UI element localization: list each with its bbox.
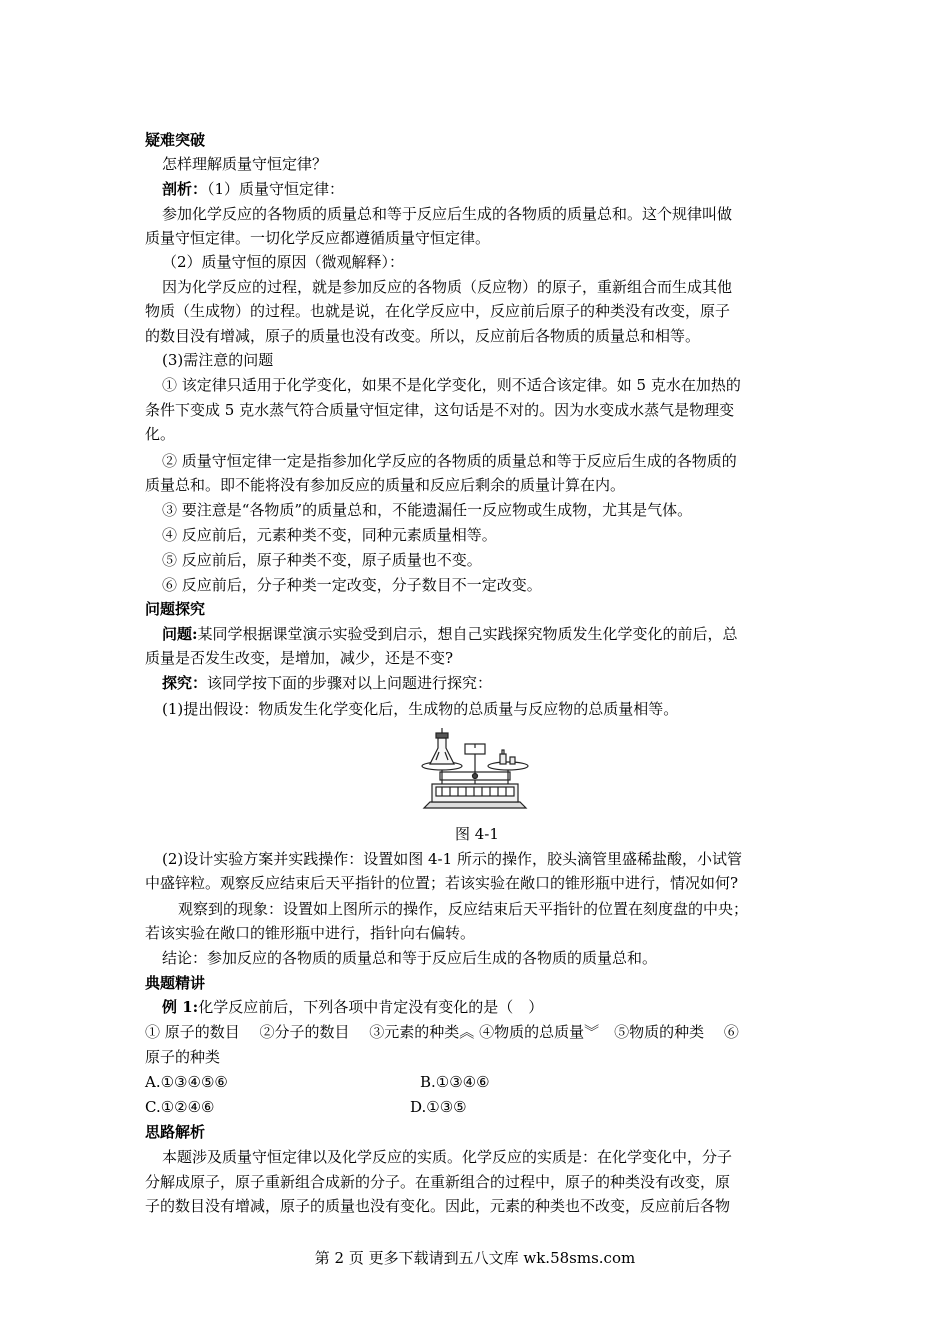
definition-line-1: 参加化学反应的各物质的质量总和等于反应后生成的各物质的质量总和。这个规律叫做: [162, 205, 733, 223]
section-heading-analysis: 思路解析: [145, 1123, 206, 1141]
example-items-line-1: ① 原子的数目 ②分子的数目 ③元素的种类︽ ④物质的总质量︾ ⑤物质的种类 ⑥: [145, 1023, 739, 1041]
design-line-2: 中盛锌粒。观察反应结束后天平指针的位置；若该实验在敞口的锥形瓶中进行，情况如何?: [145, 874, 739, 892]
option-b: B.①③④⑥: [420, 1073, 490, 1091]
hypothesis-line: (1)提出假设：物质发生化学变化后，生成物的总质量与反应物的总质量相等。: [162, 700, 679, 718]
option-a: A.①③④⑤⑥: [145, 1073, 228, 1091]
solution-line-2: 分解成原子，原子重新组合成新的分子。在重新组合的过程中，原子的种类没有改变，原: [145, 1173, 731, 1191]
problem-line-2: 质量是否发生改变，是增加，减少，还是不变?: [145, 649, 454, 667]
example-stem: 化学反应前后，下列各项中肯定没有变化的是（ ）: [198, 998, 544, 1016]
reason-title: （2）质量守恒的原因（微观解释）：: [162, 253, 405, 271]
note-5: ⑤ 反应前后，原子种类不变，原子质量也不变。: [162, 551, 482, 569]
note-4: ④ 反应前后，元素种类不变，同种元素质量相等。: [162, 526, 497, 544]
note-2-line-1: ② 质量守恒定律一定是指参加化学反应的各物质的质量总和等于反应后生成的各物质的: [162, 452, 737, 470]
page-footer: 第 2 页 更多下载请到五八文库 wk.58sms.com: [314, 1249, 636, 1267]
solution-line-3: 子的数目没有增减，原子的质量也没有变化。因此，元素的种类也不改变，反应前后各物: [145, 1197, 731, 1215]
notes-title: (3)需注意的问题: [162, 351, 274, 369]
example-stem-line: [162, 995, 543, 1019]
definition-line-2: 质量守恒定律。一切化学反应都遵循质量守恒定律。: [145, 229, 491, 247]
conclusion-line: 结论：参加反应的各物质的质量总和等于反应后生成的各物质的质量总和。: [162, 949, 658, 967]
solution-line-1: 本题涉及质量守恒定律以及化学反应的实质。化学反应的实质是：在化学变化中，分子: [162, 1148, 733, 1166]
note-1-line-2: 条件下变成 5 克水蒸气符合质量守恒定律，这句话是不对的。因为水变成水蒸气是物理变: [145, 401, 735, 419]
observation-line-2: 若该实验在敞口的锥形瓶中进行，指针向右偏转。: [145, 924, 476, 942]
design-line-1: (2)设计实验方案并实践操作：设置如图 4-1 所示的操作，胶头滴管里盛稀盐酸，小试管: [162, 850, 742, 868]
inquiry-text: 该同学按下面的步骤对以上问题进行探究：: [207, 674, 493, 692]
figure-caption: 图 4-1: [455, 825, 499, 843]
option-c: C.①②④⑥: [145, 1098, 215, 1116]
section-heading-difficulty: 疑难突破: [145, 131, 206, 149]
problem-label: 问题:: [162, 625, 198, 643]
analysis-line: [162, 177, 344, 201]
reason-line-1: 因为化学反应的过程，就是参加反应的各物质（反应物）的原子，重新组合而生成其他: [162, 278, 733, 296]
inquiry-label: 探究：: [162, 674, 208, 692]
problem-line-1: [162, 622, 738, 646]
example-label: 例 1:: [162, 998, 199, 1016]
reason-line-2: 物质（生成物）的过程。也就是说，在化学反应中，反应前后原子的种类没有改变，原子: [145, 302, 731, 320]
note-1-line-1: ① 该定律只适用于化学变化，如果不是化学变化，则不适合该定律。如 5 克水在加热的: [162, 376, 741, 394]
analysis-label: 剖析：: [162, 180, 208, 198]
note-3: ③ 要注意是“各物质”的质量总和，不能遗漏任一反应物或生成物，尤其是气体。: [162, 501, 693, 519]
question-text: 怎样理解质量守恒定律？: [162, 155, 328, 173]
balance-figure: [420, 726, 530, 812]
section-heading-examples: 典题精讲: [145, 974, 206, 992]
note-2-line-2: 质量总和。即不能将没有参加反应的质量和反应后剩余的质量计算在内。: [145, 476, 626, 494]
section-heading-explore: 问题探究: [145, 600, 206, 618]
note-6: ⑥ 反应前后，分子种类一定改变，分子数目不一定改变。: [162, 576, 542, 594]
note-1-line-3: 化。: [145, 425, 176, 443]
problem-text: 某同学根据课堂演示实验受到启示，想自己实践探究物质发生化学变化的前后，总: [197, 625, 738, 643]
option-d: D.①③⑤: [410, 1098, 467, 1116]
example-items-line-2: 原子的种类: [145, 1048, 221, 1066]
inquiry-line: [162, 671, 492, 695]
observation-line-1: 观察到的现象：设置如上图所示的操作，反应结束后天平指针的位置在刻度盘的中央；: [178, 900, 749, 918]
reason-line-3: 的数目没有增减，原子的质量也没有改变。所以，反应前后各物质的质量总和相等。: [145, 327, 701, 345]
analysis-title: （1）质量守恒定律：: [207, 180, 345, 198]
